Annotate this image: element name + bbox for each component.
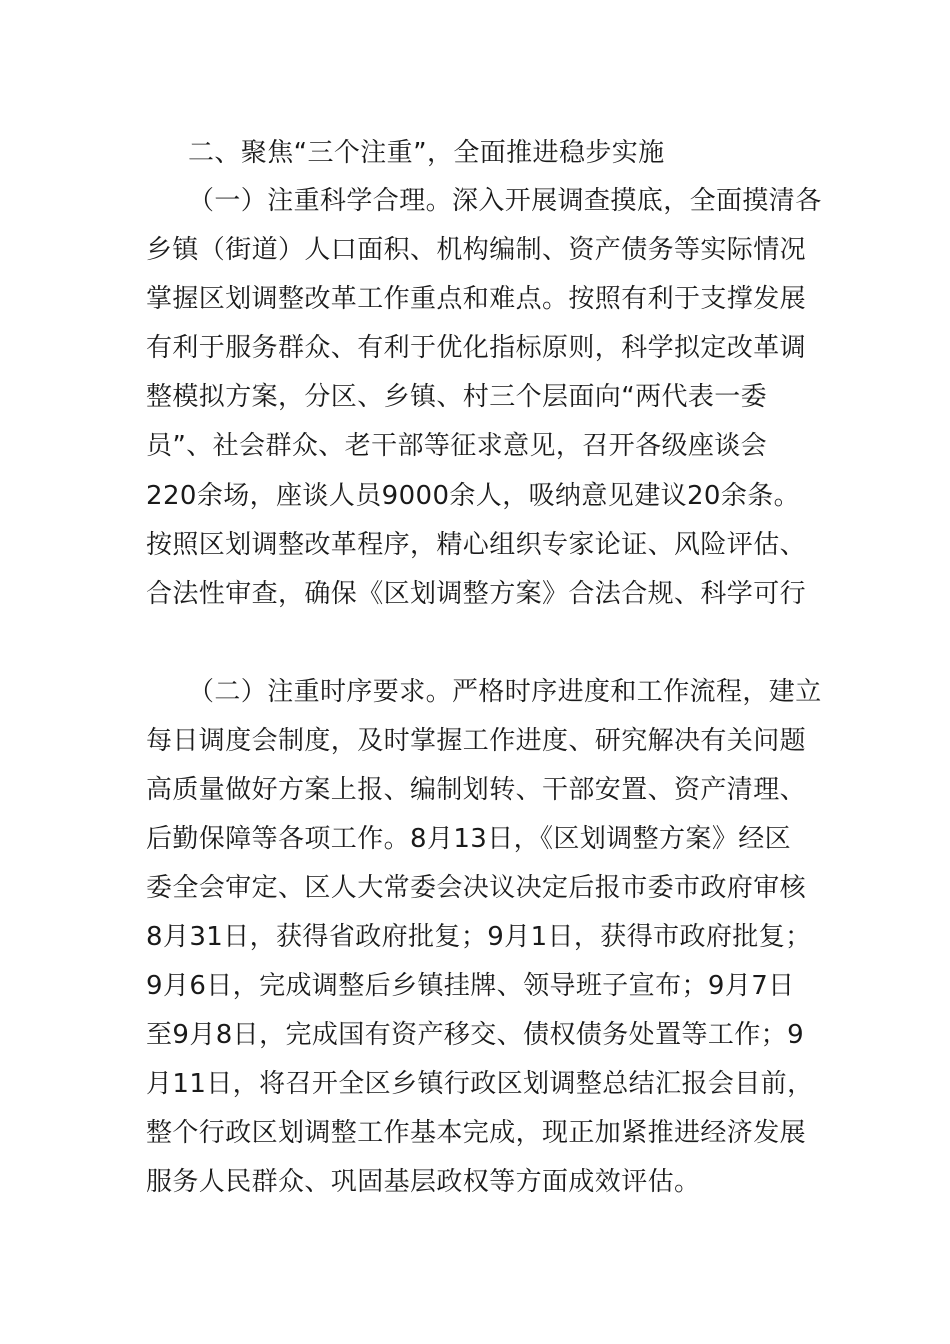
paragraph-line: 月11日，将召开全区乡镇行政区划调整总结汇报会目前， [146, 1069, 814, 1099]
paragraph-line: 整个行政区划调整工作基本完成，现正加紧推进经济发展 [146, 1118, 807, 1148]
paragraph-line: 按照区划调整改革程序，精心组织专家论证、风险评估、 [146, 530, 807, 560]
paragraph-line: 委全会审定、区人大常委会决议决定后报市委市政府审核 [146, 873, 807, 903]
paragraph-line: 整模拟方案，分区、乡镇、村三个层面向“两代表一委 [146, 382, 768, 412]
paragraph-line: 220余场，座谈人员9000余人，吸纳意见建议20余条。 [146, 481, 801, 511]
paragraph-line: （二）注重时序要求。严格时序进度和工作流程，建立 [188, 677, 822, 707]
section-heading: 二、聚焦“三个注重”，全面推进稳步实施 [188, 138, 665, 168]
paragraph-line: 每日调度会制度，及时掌握工作进度、研究解决有关问题 [146, 726, 807, 756]
paragraph-line: 员”、社会群众、老干部等征求意见，召开各级座谈会 [146, 431, 768, 461]
paragraph-line: 有利于服务群众、有利于优化指标原则，科学拟定改革调 [146, 333, 807, 363]
paragraph-line: 乡镇（街道）人口面积、机构编制、资产债务等实际情况 [146, 235, 807, 265]
paragraph-line: 高质量做好方案上报、编制划转、干部安置、资产清理、 [146, 775, 807, 805]
paragraph-line: 合法性审查，确保《区划调整方案》合法合规、科学可行 [146, 579, 807, 609]
paragraph-line: 9月6日，完成调整后乡镇挂牌、领导班子宣布；9月7日 [146, 971, 795, 1001]
paragraph-line: 至9月8日，完成国有资产移交、债权债务处置等工作；9 [146, 1020, 805, 1050]
paragraph-line: （一）注重科学合理。深入开展调查摸底，全面摸清各 [188, 186, 822, 216]
paragraph-line: 服务人民群众、巩固基层政权等方面成效评估。 [146, 1167, 701, 1197]
paragraph-line: 8月31日，获得省政府批复；9月1日，获得市政府批复； [146, 922, 812, 952]
paragraph-line: 后勤保障等各项工作。8月13日，《区划调整方案》经区 [146, 824, 792, 854]
paragraph-line: 掌握区划调整改革工作重点和难点。按照有利于支撑发展 [146, 284, 807, 314]
